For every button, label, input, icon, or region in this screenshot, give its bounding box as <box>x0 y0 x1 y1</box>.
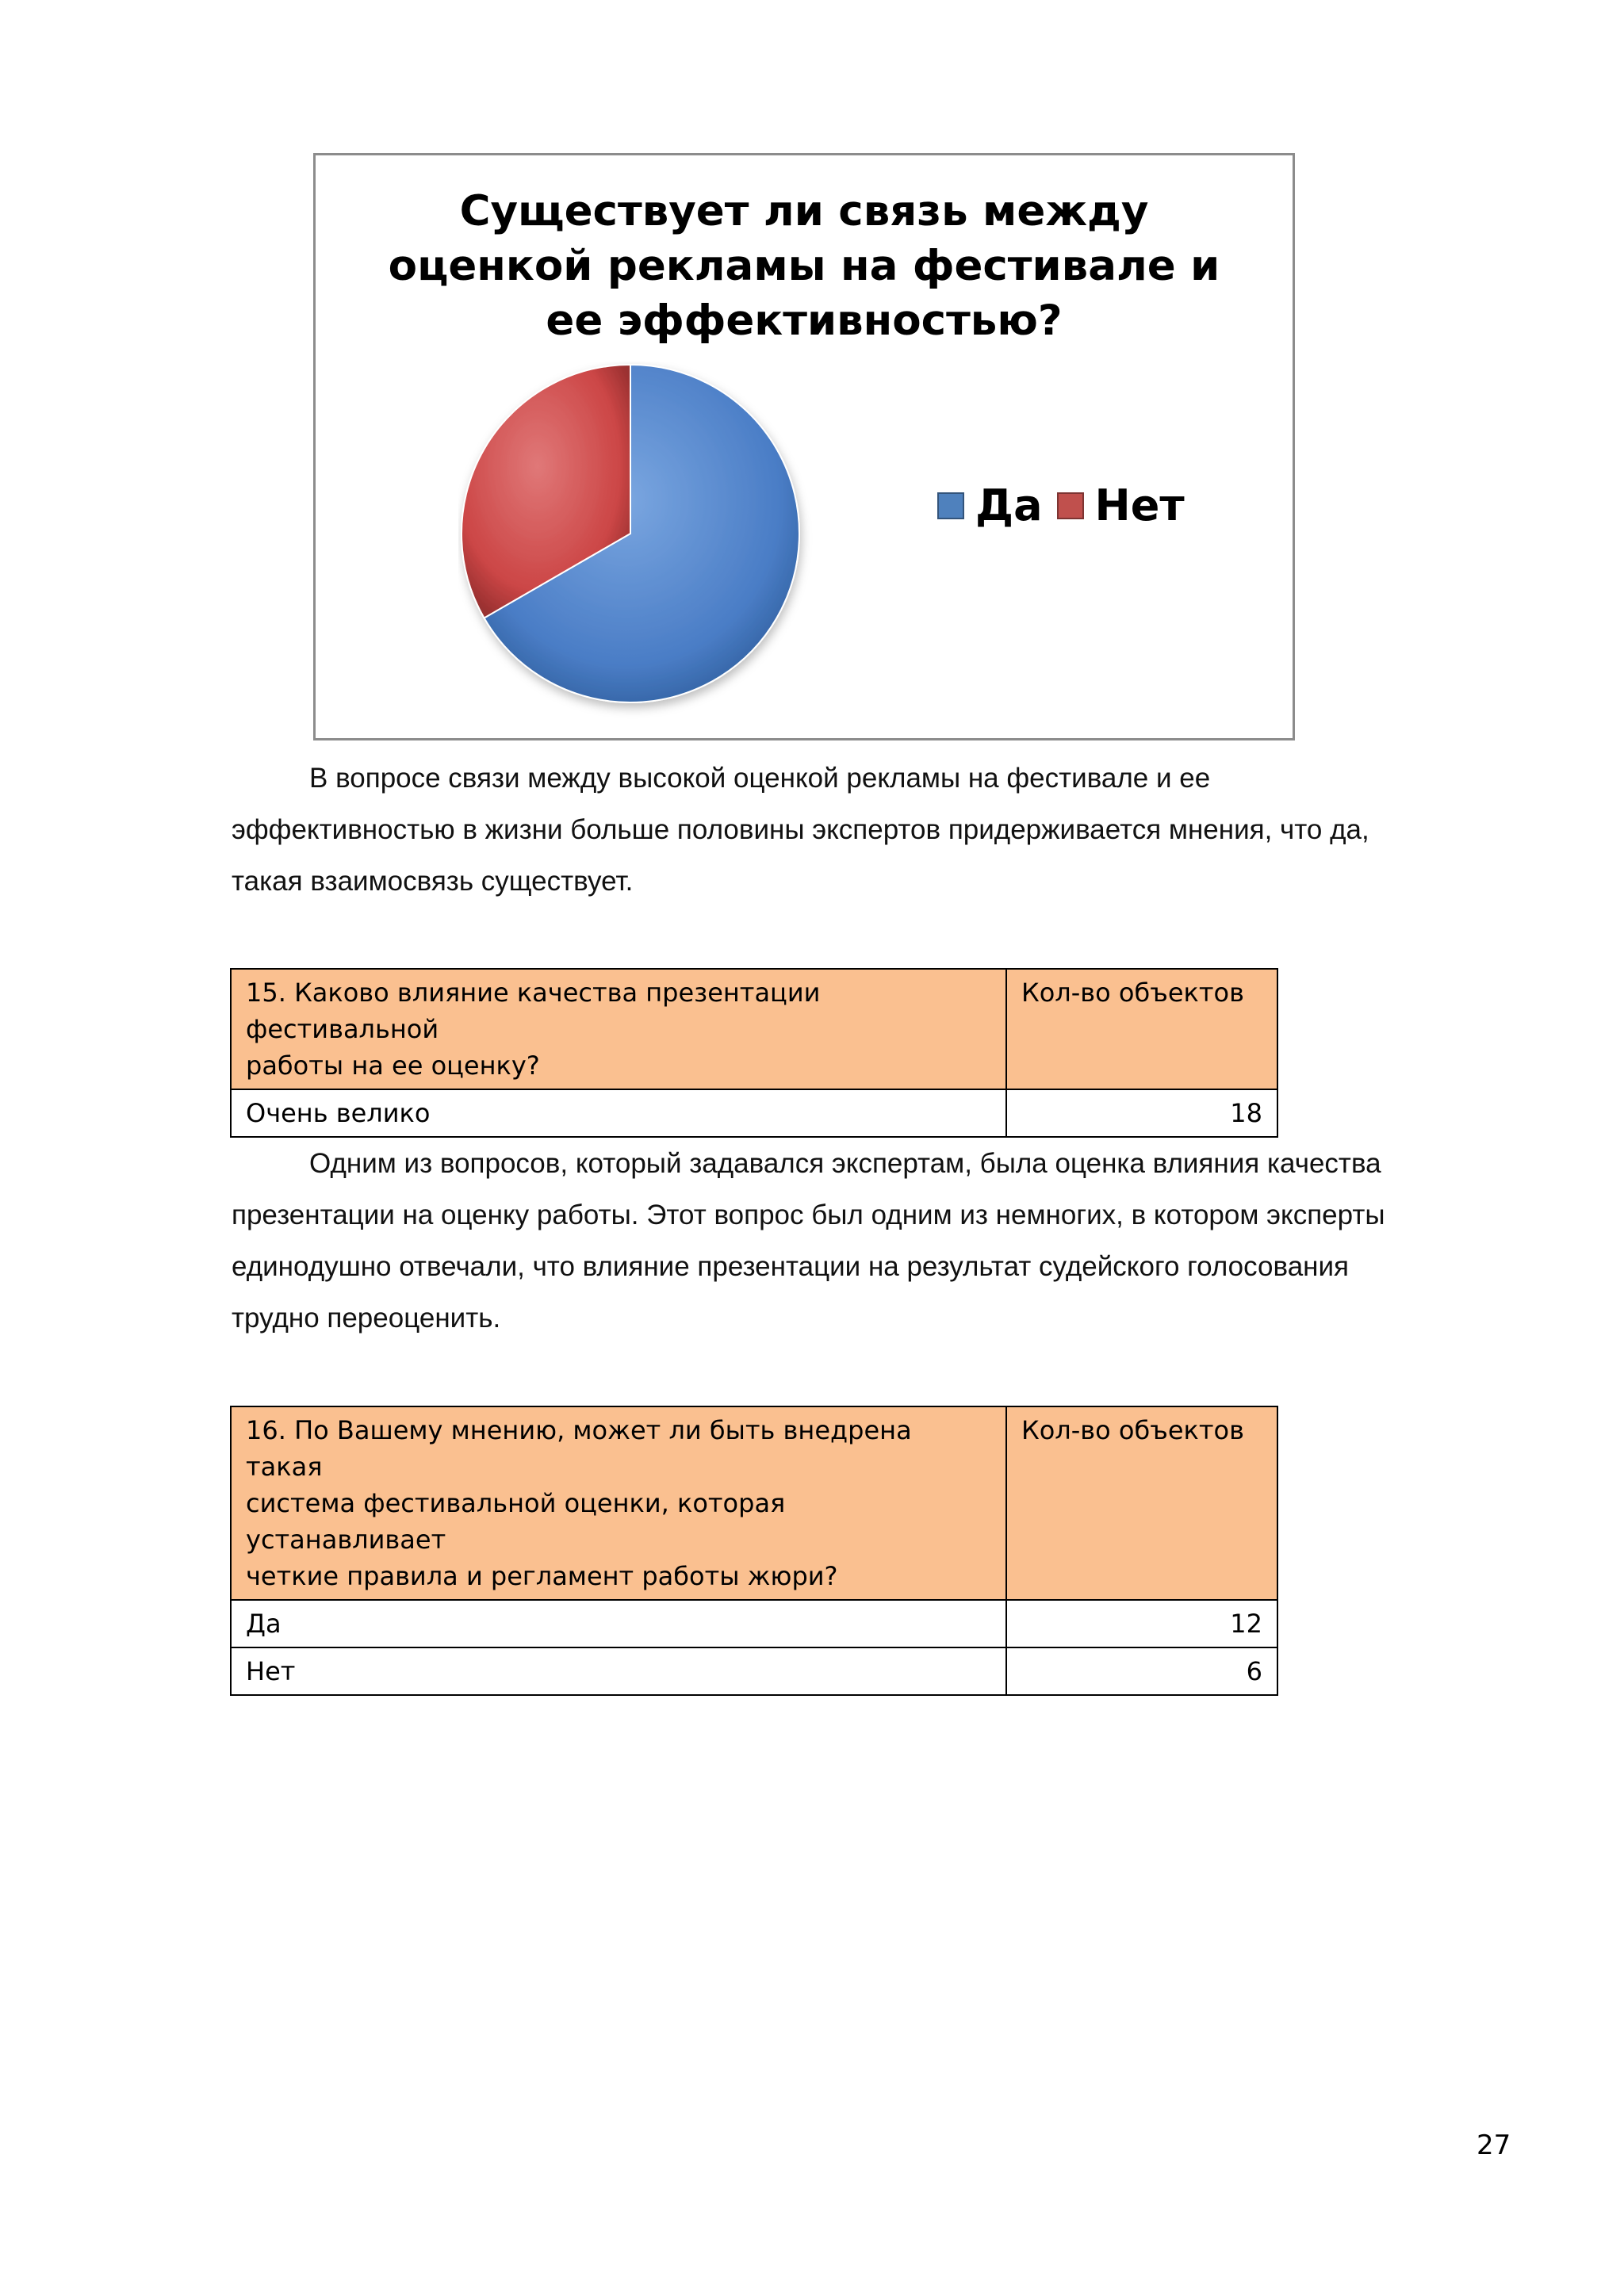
page-number: 27 <box>1477 2130 1511 2161</box>
answer-count: 12 <box>1006 1600 1277 1647</box>
question-line: 16. По Вашему мнению, может ли быть внедрена такая <box>246 1415 912 1482</box>
table-row <box>231 1647 1277 1695</box>
answer-count: 6 <box>1006 1647 1277 1695</box>
paragraph-line: трудно переоценить. <box>232 1303 501 1334</box>
paragraph-line: Одним из вопросов, который задавался экспертам, была оценка влияния качества <box>309 1148 1381 1179</box>
table-question-15 <box>230 968 1278 1138</box>
chart-frame <box>313 153 1295 740</box>
answer-count: 18 <box>1006 1089 1277 1137</box>
question-cell <box>231 1406 1006 1600</box>
table-header-row <box>231 969 1277 1089</box>
pie-chart <box>458 362 823 726</box>
question-cell <box>231 969 1006 1089</box>
paragraph-line: презентации на оценку работы. Этот вопрос был одним из немногих, в котором эксперты <box>232 1200 1385 1230</box>
legend-label: Да <box>975 480 1043 530</box>
count-header-cell: Кол-во объектов <box>1006 1406 1277 1600</box>
paragraph-line: В вопросе связи между высокой оценкой рекламы на фестивале и ее <box>309 763 1211 794</box>
table-row <box>231 1600 1277 1647</box>
paragraph-line: такая взаимосвязь существует. <box>232 866 634 897</box>
count-header-cell: Кол-во объектов <box>1006 969 1277 1089</box>
legend-item-da <box>937 480 1043 530</box>
chart-title-line: Существует ли связь между <box>459 187 1149 235</box>
legend-swatch-blue <box>937 492 964 519</box>
chart-title-line: оценкой рекламы на фестивале и <box>388 242 1220 290</box>
paragraph-2 <box>232 1138 1500 1344</box>
table-header-row <box>231 1406 1277 1600</box>
question-line: система фестивальной оценки, которая устанавливает <box>246 1488 786 1555</box>
paragraph-line: эффективностью в жизни больше половины экспертов придерживается мнения, что да, <box>232 814 1369 845</box>
table-question-16 <box>230 1406 1278 1696</box>
paragraph-line: единодушно отвечали, что влияние презентации на результат судейского голосования <box>232 1251 1349 1282</box>
legend-item-net <box>1057 480 1185 530</box>
table-row <box>231 1089 1277 1137</box>
legend-label: Нет <box>1094 480 1185 530</box>
question-line: работы на ее оценку? <box>246 1050 540 1081</box>
legend-swatch-red <box>1057 492 1084 519</box>
question-line: 15. Каково влияние качества презентации фестивальной <box>246 978 821 1044</box>
paragraph-1 <box>232 752 1500 907</box>
answer-label: Очень велико <box>231 1089 1006 1137</box>
question-line: четкие правила и регламент работы жюри? <box>246 1561 838 1591</box>
chart-title <box>316 184 1293 348</box>
chart-title-line: ее эффективностью? <box>546 297 1063 345</box>
answer-label: Да <box>231 1600 1006 1647</box>
answer-label: Нет <box>231 1647 1006 1695</box>
chart-legend <box>937 480 1199 530</box>
